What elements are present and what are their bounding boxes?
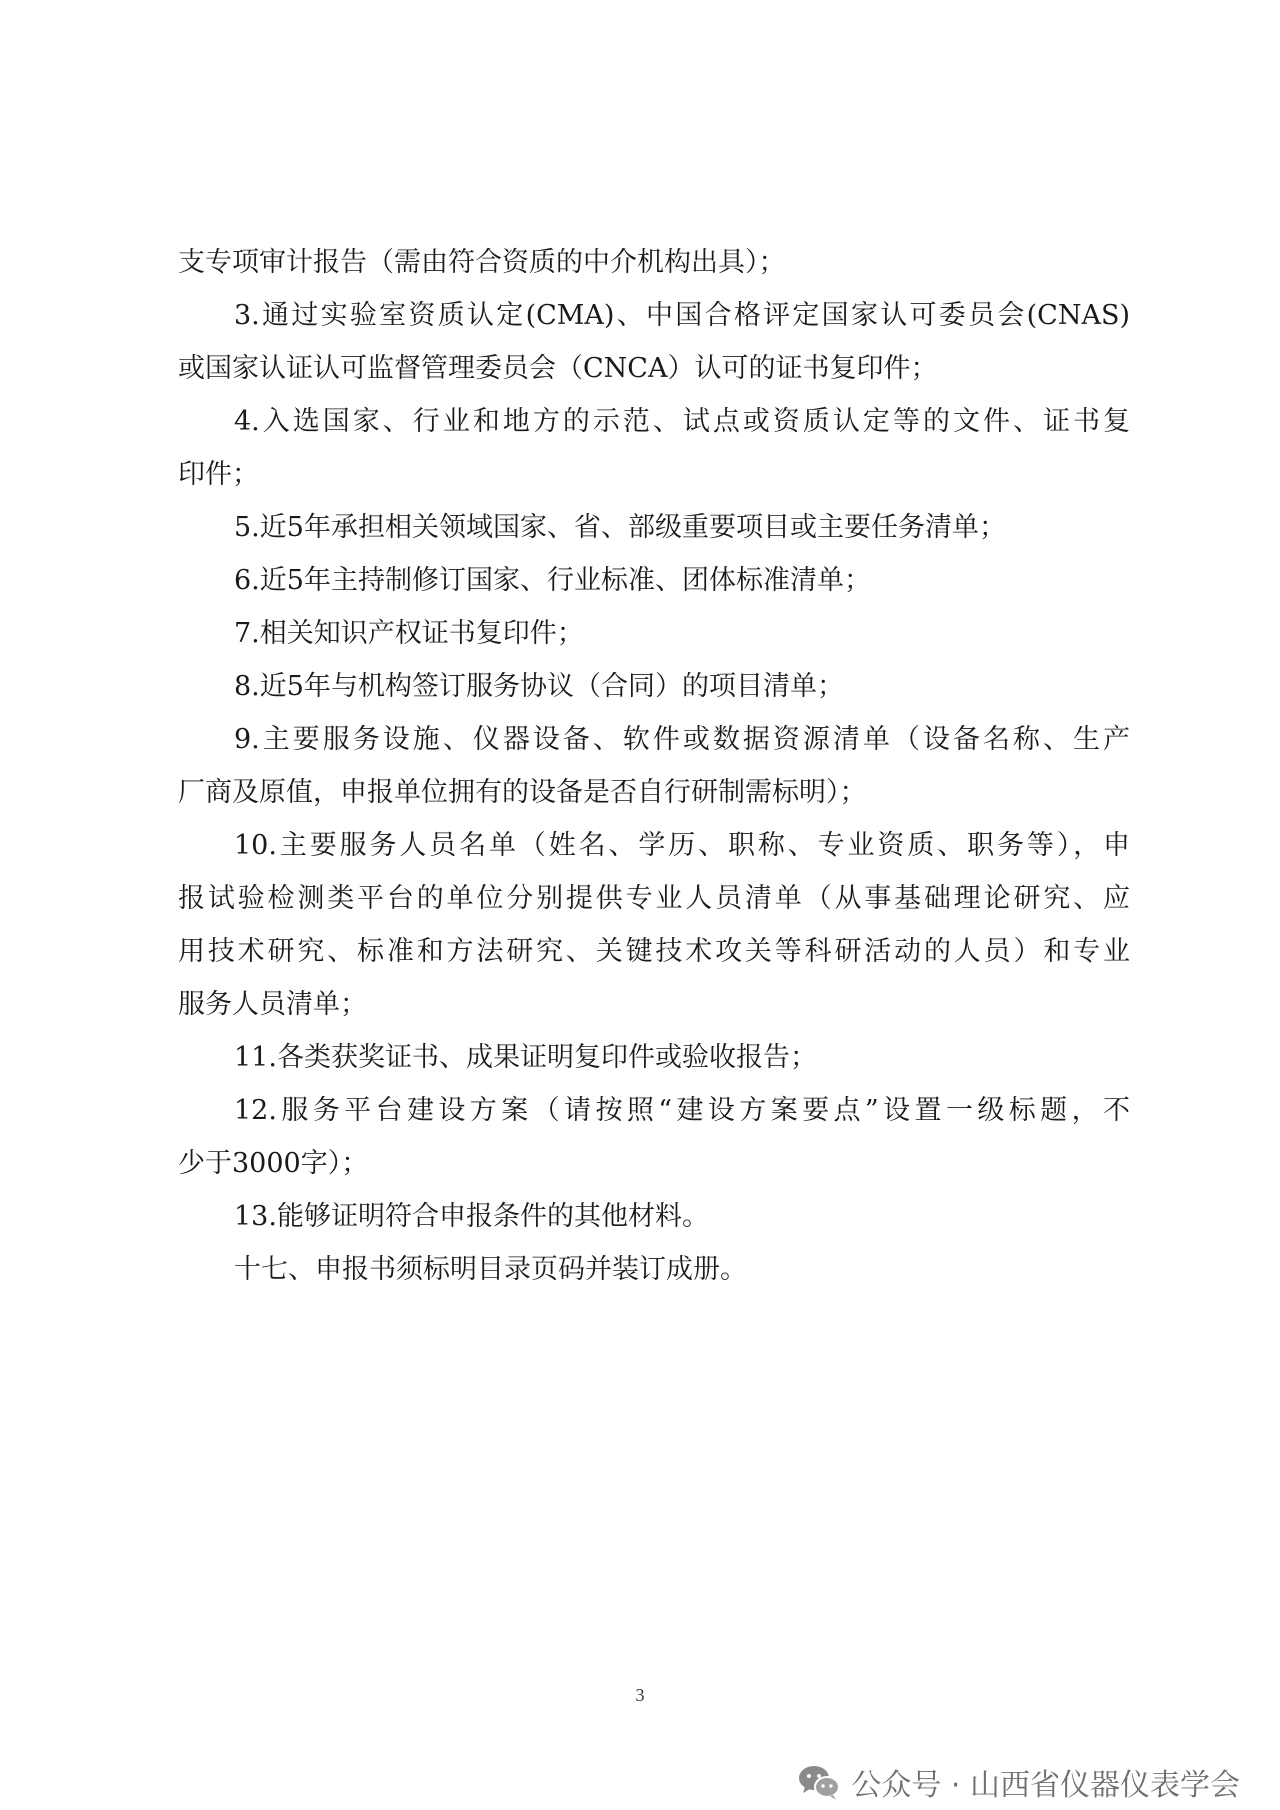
text-line: 6.近5年主持制修订国家、行业标准、团体标准清单；	[234, 565, 871, 596]
text-line: 用技术研究、标准和方法研究、关键技术攻关等科研活动的人员）和专业	[178, 936, 1130, 967]
watermark	[797, 1762, 1240, 1802]
text-line: 13.能够证明符合申报条件的其他材料。	[234, 1201, 709, 1232]
text-line: 10.主要服务人员名单（姓名、学历、职称、专业资质、职务等），申	[234, 830, 1130, 861]
text-line: 服务人员清单；	[178, 989, 367, 1020]
text-line: 少于3000字）；	[178, 1148, 369, 1179]
text-line: 5.近5年承担相关领域国家、省、部级重要项目或主要任务清单；	[234, 512, 1006, 543]
text-line: 7.相关知识产权证书复印件；	[234, 618, 584, 649]
text-line: 印件；	[178, 459, 259, 490]
text-line: 或国家认证认可监督管理委员会（CNCA）认可的证书复印件；	[178, 353, 938, 384]
watermark-text: 公众号 · 山西省仪器仪表学会	[851, 1768, 1240, 1803]
text-line: 3.通过实验室资质认定(CMA)、中国合格评定国家认可委员会(CNAS)	[234, 300, 1130, 331]
text-line: 4.入选国家、行业和地方的示范、试点或资质认定等的文件、证书复	[234, 406, 1130, 437]
wechat-icon	[797, 1763, 841, 1801]
document-body	[178, 236, 1130, 1296]
text-line: 8.近5年与机构签订服务协议（合同）的项目清单；	[234, 671, 844, 702]
text-line: 12.服务平台建设方案（请按照“建设方案要点”设置一级标题，不	[234, 1095, 1130, 1126]
text-line: 十七、申报书须标明目录页码并装订成册。	[234, 1254, 747, 1285]
text-line: 9.主要服务设施、仪器设备、软件或数据资源清单（设备名称、生产	[234, 724, 1130, 755]
text-line: 报试验检测类平台的单位分别提供专业人员清单（从事基础理论研究、应	[178, 883, 1130, 914]
page-number: 3	[635, 1685, 645, 1705]
text-line: 11.各类获奖证书、成果证明复印件或验收报告；	[234, 1042, 817, 1073]
text-line: 厂商及原值，申报单位拥有的设备是否自行研制需标明）；	[178, 777, 867, 808]
text-line: 支专项审计报告（需由符合资质的中介机构出具）；	[178, 247, 786, 278]
